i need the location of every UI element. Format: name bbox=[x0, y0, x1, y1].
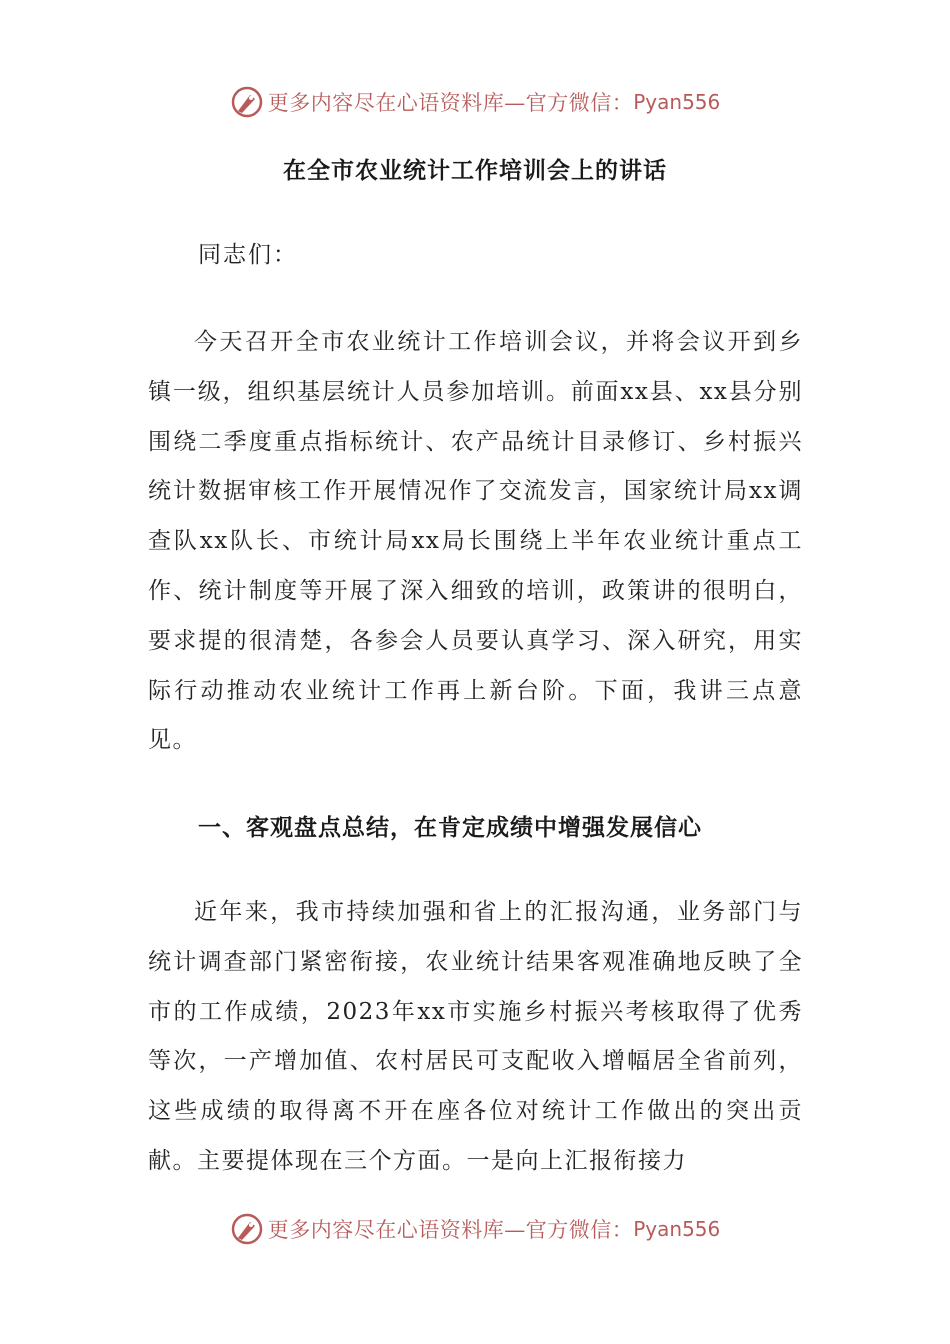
watermark-text: 更多内容尽在心语资料库—官方微信： bbox=[267, 1218, 634, 1242]
watermark-header bbox=[0, 82, 950, 122]
document-title: 在全市农业统计工作培训会上的讲话 bbox=[283, 157, 667, 184]
paragraph-achievements: 近年来，我市持续加强和省上的汇报沟通，业务部门与统计调查部门紧密衔接，农业统计结果客观准确地反映了全市的工作成绩，2023年xx市实施乡村振兴考核取得了优秀等次，一产增加值、农村居民可支配收入增幅居全省前列，这些成绩的取得离不开在座各位对统计工作做出的突出贡献。主要提体现在三个方面。一是向上汇报衔接力 bbox=[148, 899, 803, 1174]
watermark-wechat-id: Pyan556 bbox=[633, 1217, 721, 1241]
greeting: 同志们： bbox=[198, 242, 298, 268]
pen-nib-icon bbox=[230, 85, 264, 119]
pen-nib-icon bbox=[230, 1212, 264, 1246]
paragraph-intro: 今天召开全市农业统计工作培训会议，并将会议开到乡镇一级，组织基层统计人员参加培训。前面xx县、xx县分别围绕二季度重点指标统计、农产品统计目录修订、乡村振兴统计数据审核工作开展情况作了交流发言，国家统计局xx调查队xx队长、市统计局xx局长围绕上半年农业统计重点工作、统计制度等开展了深入细致的培训，政策讲的很明白，要求提的很清楚，各参会人员要认真学习、深入研究，用实际行动推动农业统计工作再上新台阶。下面，我讲三点意见。 bbox=[148, 329, 803, 754]
watermark-text: 更多内容尽在心语资料库—官方微信： bbox=[267, 91, 634, 115]
section-heading-1: 一、客观盘点总结，在肯定成绩中增强发展信心 bbox=[198, 814, 702, 841]
watermark-wechat-id: Pyan556 bbox=[633, 90, 721, 114]
watermark-footer bbox=[0, 1209, 950, 1249]
